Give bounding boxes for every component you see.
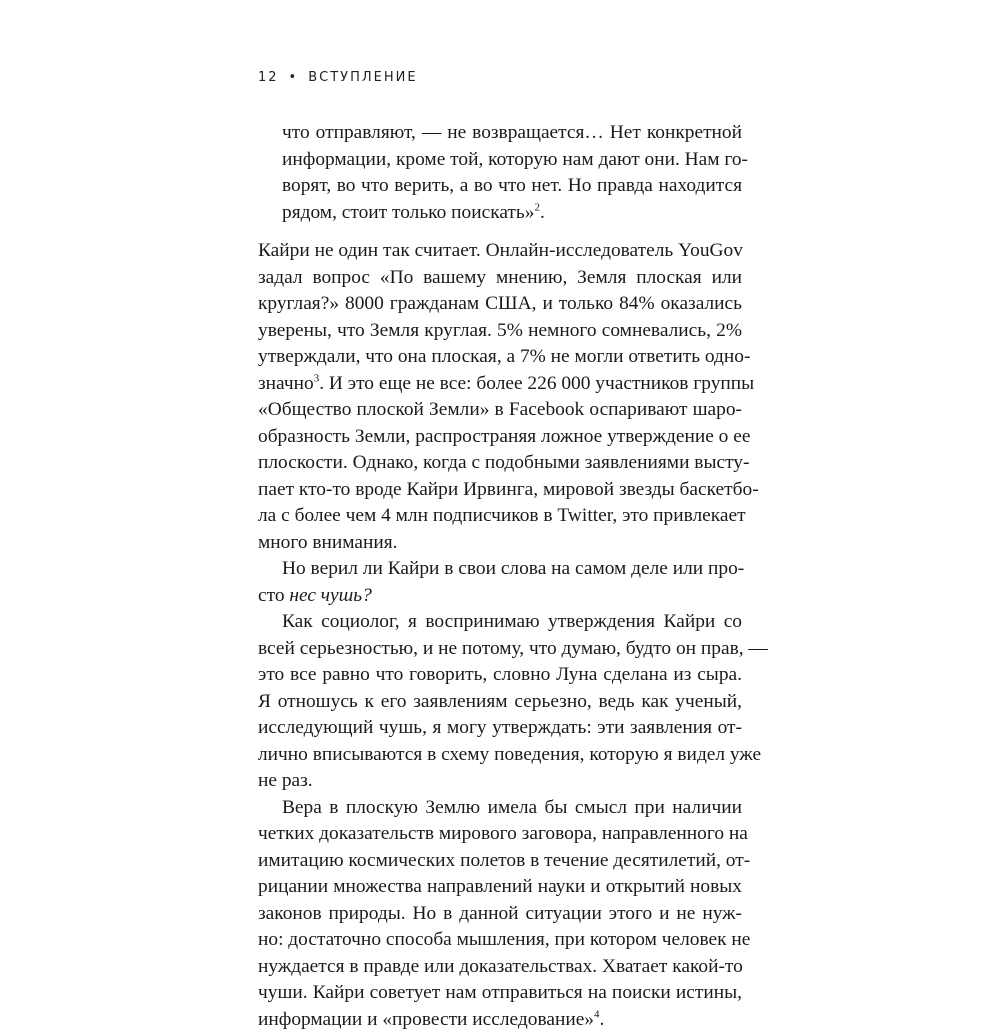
footnote-ref: 2 [534, 201, 540, 213]
paragraph-line: Как социолог, я воспринимаю утверждения Кайри со [258, 609, 742, 636]
paragraph-line: круглая?» 8000 гражданам США, и только 84% оказались [258, 291, 742, 318]
quote-text: рядом, стоит только поискать» [282, 202, 534, 223]
footnote-ref: 4 [594, 1008, 600, 1020]
emphasis-text: нес чушь? [289, 585, 371, 606]
paragraph-line [258, 583, 742, 610]
line-text: информации и «провести исследование» [258, 1009, 594, 1030]
quote-line: ворят, во что верить, а во что нет. Но правда находится [282, 173, 742, 200]
body-text [258, 238, 742, 1033]
section-title: ВСТУПЛЕНИЕ [308, 70, 417, 85]
paragraph-line: законов природы. Но в данной ситуации этого и не нуж- [258, 901, 742, 928]
paragraph-line: Но верил ли Кайри в свои слова на самом деле или про- [258, 556, 742, 583]
quote-line: что отправляют, — не возвращается… Нет конкретной [282, 120, 742, 147]
paragraph-line: рицании множества направлений науки и открытий новых [258, 874, 742, 901]
quote-line [282, 200, 742, 227]
paragraph-line: лично вписываются в схему поведения, которую я видел уже [258, 742, 742, 769]
paragraph-line: утверждали, что она плоская, а 7% не могли ответить одно- [258, 344, 742, 371]
running-header [258, 70, 418, 85]
paragraph-line: уверены, что Земля круглая. 5% немного сомневались, 2% [258, 318, 742, 345]
block-quote [282, 120, 742, 226]
paragraph-line: Я отношусь к его заявлениям серьезно, ведь как ученый, [258, 689, 742, 716]
page-number: 12 [258, 70, 279, 85]
paragraph-line: чуши. Кайри советует нам отправиться на поиски истины, [258, 980, 742, 1007]
paragraph-line: это все равно что говорить, словно Луна сделана из сыра. [258, 662, 742, 689]
paragraph-line: образность Земли, распространяя ложное утверждение о ее [258, 424, 742, 451]
paragraph-line: ла с более чем 4 млн подписчиков в Twitter, это привлекает [258, 503, 742, 530]
paragraph-line: имитацию космических полетов в течение десятилетий, от- [258, 848, 742, 875]
paragraph-line: исследующий чушь, я могу утверждать: эти заявления от- [258, 715, 742, 742]
paragraph-line: нуждается в правде или доказательствах. Хватает какой-то [258, 954, 742, 981]
paragraph-line: задал вопрос «По вашему мнению, Земля плоская или [258, 265, 742, 292]
paragraph-line: не раз. [258, 768, 742, 795]
paragraph-line: но: достаточно способа мышления, при котором человек не [258, 927, 742, 954]
paragraph-line [258, 1007, 742, 1033]
quote-line: информации, кроме той, которую нам дают они. Нам го- [282, 147, 742, 174]
line-text: значно [258, 373, 314, 394]
paragraph-line: много внимания. [258, 530, 742, 557]
footnote-ref: 3 [314, 372, 320, 384]
quote-end: . [540, 202, 545, 223]
paragraph-line: четких доказательств мирового заговора, направленного на [258, 821, 742, 848]
paragraph-line: всей серьезностью, и не потому, что думаю, будто он прав, — [258, 636, 742, 663]
line-text: сто [258, 585, 289, 606]
paragraph-line: плоскости. Однако, когда с подобными заявлениями высту- [258, 450, 742, 477]
paragraph-line: пает кто-то вроде Кайри Ирвинга, мировой звезды баскетбо- [258, 477, 742, 504]
header-separator: • [289, 70, 299, 85]
line-text: . [600, 1009, 605, 1030]
paragraph-line: Вера в плоскую Землю имела бы смысл при наличии [258, 795, 742, 822]
paragraph-line: Кайри не один так считает. Онлайн-исследователь YouGov [258, 238, 742, 265]
line-text: . И это еще не все: более 226 000 участников группы [319, 373, 754, 394]
paragraph-line [258, 371, 742, 398]
paragraph-line: «Общество плоской Земли» в Facebook оспаривают шаро- [258, 397, 742, 424]
